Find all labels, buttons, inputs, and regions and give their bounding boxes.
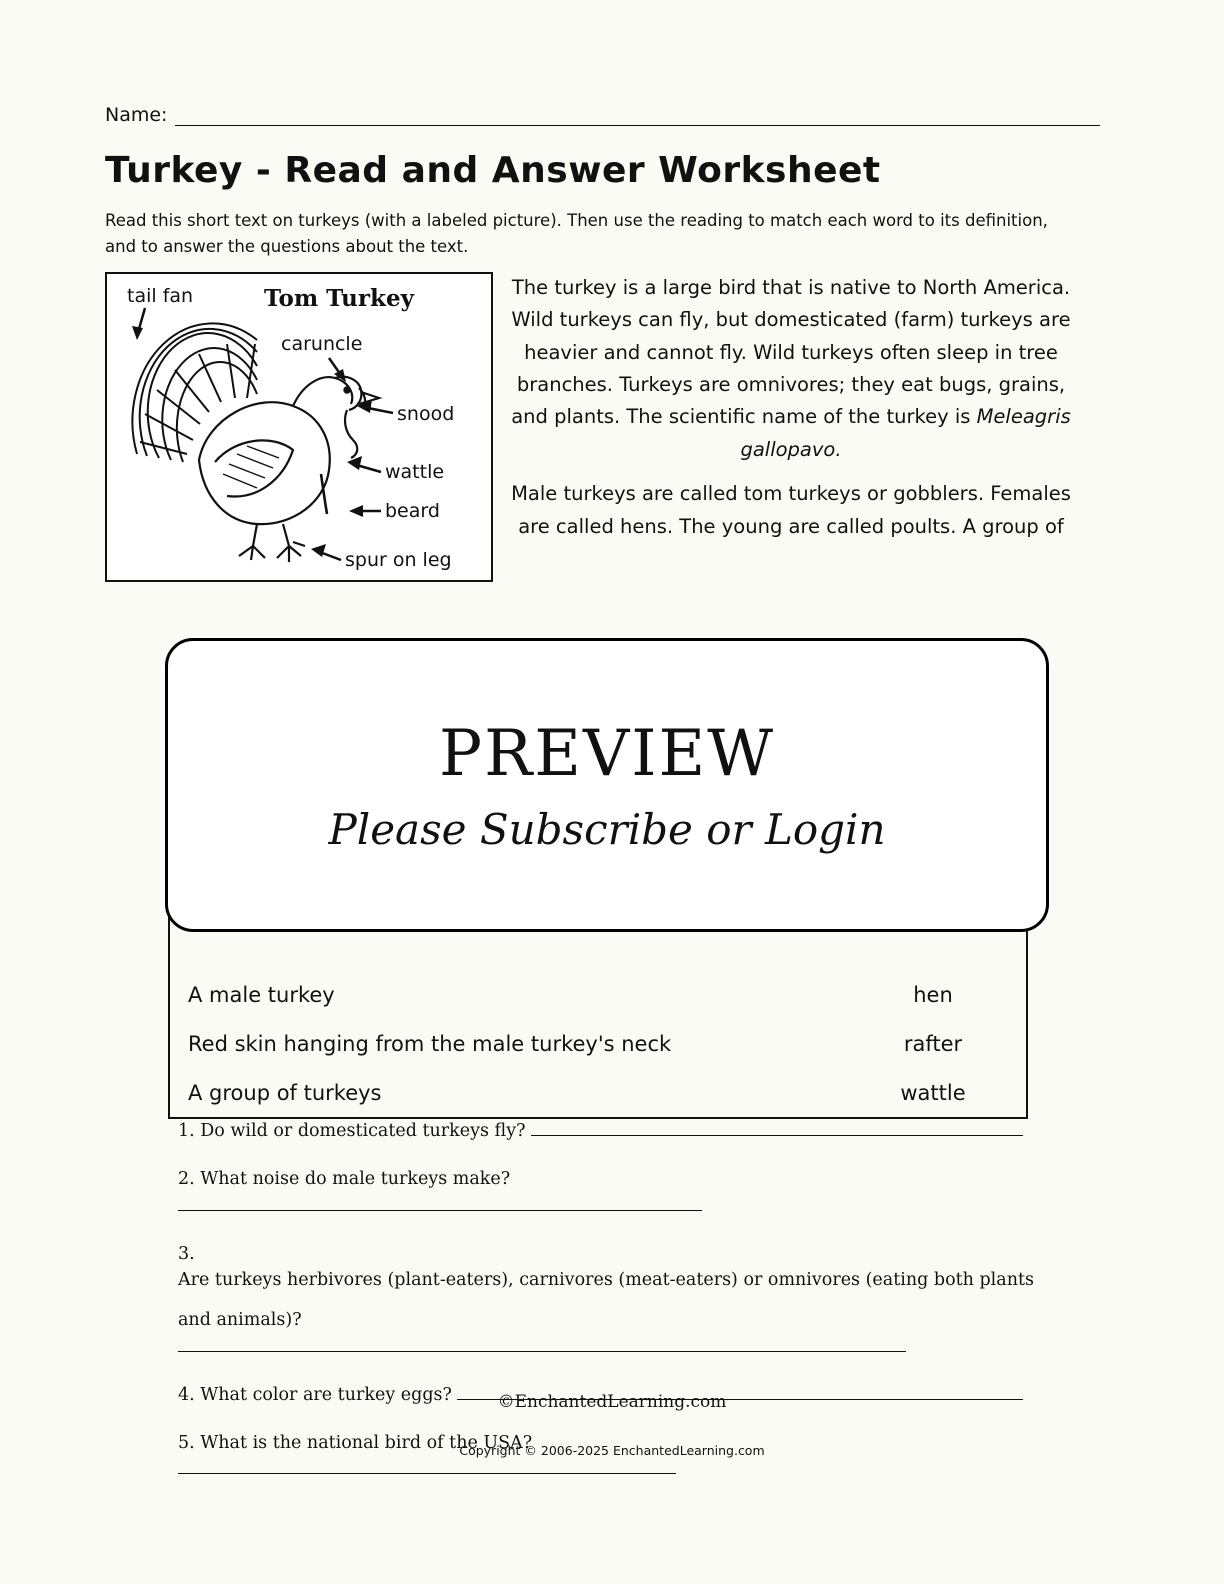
question-5-number: 5. xyxy=(178,1433,195,1453)
question-3-text-continued: and animals)? xyxy=(178,1310,302,1331)
label-tail-fan: tail fan xyxy=(127,285,194,307)
figure-title: Tom Turkey xyxy=(264,285,414,312)
match-word: hen xyxy=(913,982,953,1007)
question-2-number: 2. xyxy=(178,1169,195,1190)
question-3-text: Are turkeys herbivores (plant-eaters), carnivores (meat-eaters) or omnivores (eating both plants xyxy=(178,1270,1034,1290)
question-3-answer-line[interactable] xyxy=(178,1336,906,1352)
label-beard: beard xyxy=(385,500,440,522)
scientific-name: Meleagris gallopavo. xyxy=(740,405,1071,461)
question-3 xyxy=(178,1241,1034,1360)
site-credit: ©EnchantedLearning.com xyxy=(497,1392,727,1412)
name-blank-line[interactable] xyxy=(175,105,1100,126)
question-1 xyxy=(178,1118,1028,1144)
label-wattle: wattle xyxy=(385,461,445,483)
question-1-number: 1. xyxy=(178,1121,195,1141)
label-spur-on-leg: spur on leg xyxy=(345,549,452,571)
question-2-answer-line[interactable] xyxy=(178,1195,702,1211)
question-3-number: 3. xyxy=(178,1243,195,1264)
match-definition: Red skin hanging from the male turkey's neck xyxy=(188,1031,672,1056)
question-4-number: 4. xyxy=(178,1384,195,1405)
name-row xyxy=(105,104,1100,126)
question-2-text: What noise do male turkeys make? xyxy=(200,1169,511,1190)
match-definition: A male turkey xyxy=(188,982,335,1007)
preview-overlay[interactable] xyxy=(165,638,1049,932)
question-5-answer-line[interactable] xyxy=(178,1458,676,1474)
turkey-diagram xyxy=(105,272,493,582)
table-row[interactable] xyxy=(170,1068,1026,1117)
question-4-text: What color are turkey eggs? xyxy=(200,1384,452,1405)
preview-title: PREVIEW xyxy=(439,716,775,791)
question-1-text: Do wild or domesticated turkeys fly? xyxy=(200,1121,526,1141)
question-1-answer-line[interactable] xyxy=(531,1120,1023,1136)
reading-area xyxy=(105,272,1073,582)
match-word: wattle xyxy=(900,1080,966,1105)
name-label: Name: xyxy=(105,104,168,126)
question-5-text: What is the national bird of the USA? xyxy=(200,1433,533,1453)
copyright-notice: Copyright © 2006-2025 EnchantedLearning.com xyxy=(459,1443,765,1458)
match-definition: A group of turkeys xyxy=(188,1080,382,1105)
page-title: Turkey - Read and Answer Worksheet xyxy=(105,150,881,191)
question-2 xyxy=(178,1166,1028,1219)
label-caruncle: caruncle xyxy=(281,333,363,355)
reading-paragraph-2: Male turkeys are called tom turkeys or gobblers. Females are called hens. The young are called poults. A group of xyxy=(511,482,1071,538)
match-word: rafter xyxy=(903,1031,963,1056)
instructions-text: Read this short text on turkeys (with a labeled picture). Then use the reading to match each word to its definition, and to answer the questions about the text. xyxy=(105,211,1048,256)
table-row[interactable] xyxy=(170,970,1026,1019)
turkey-illustration-svg xyxy=(107,274,491,580)
table-row[interactable] xyxy=(170,1019,1026,1068)
label-snood: snood xyxy=(397,403,455,425)
preview-subscribe-login-text[interactable]: Please Subscribe or Login xyxy=(328,804,886,854)
question-3-line2 xyxy=(178,1307,1028,1360)
reading-paragraph-1-main: The turkey is a large bird that is native to North America. Wild turkeys can fly, but domesticated (farm) turkeys are heavier and cannot fly. Wild turkeys often sleep in tree branches. Turkeys are omnivores; they eat bugs, grains, and plants. The scientific name of the turkey is xyxy=(511,276,1071,429)
